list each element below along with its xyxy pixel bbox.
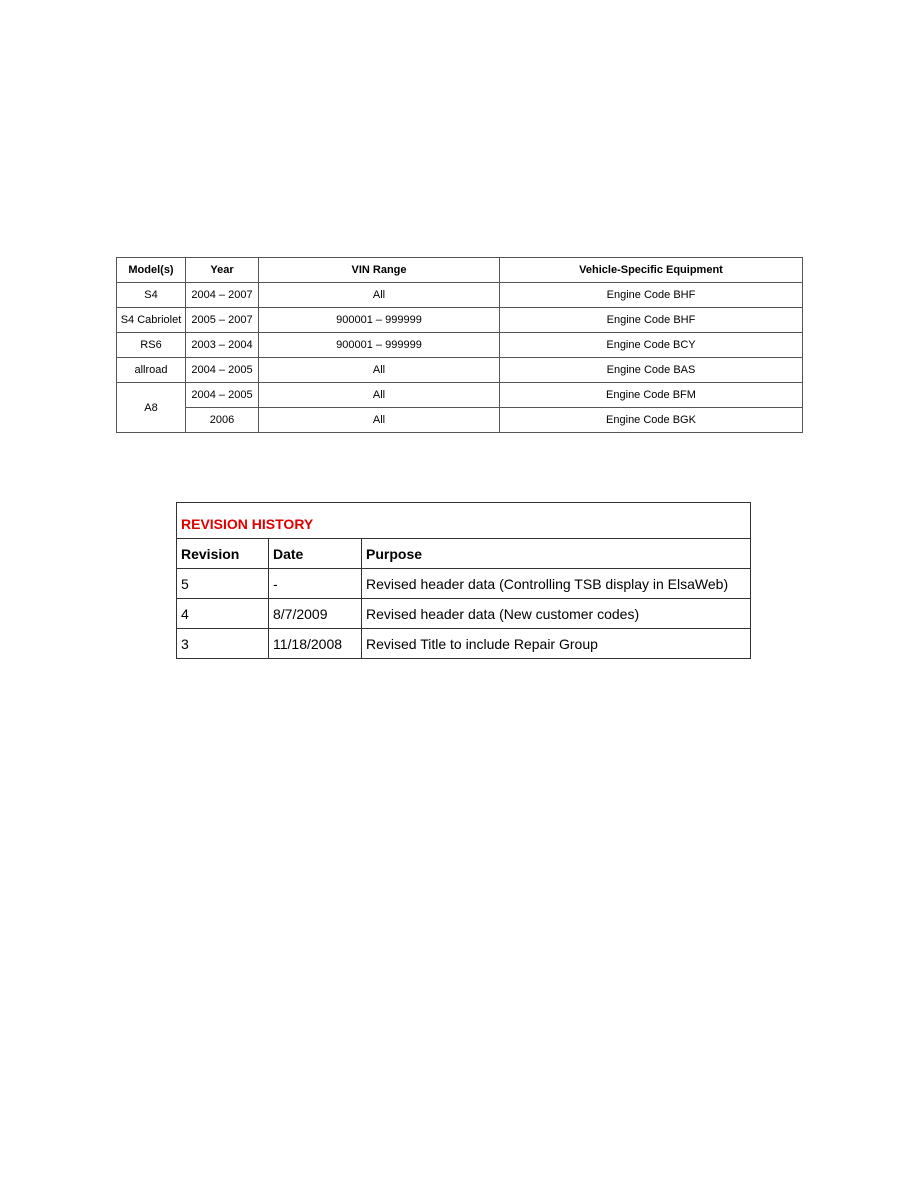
- header-revision: Revision: [177, 539, 269, 569]
- year-cell: 2005 – 2007: [186, 308, 259, 333]
- revision-history-table: [176, 502, 751, 659]
- table-row: [177, 629, 751, 659]
- table-row: [117, 333, 803, 358]
- revision-history-title: REVISION HISTORY: [177, 503, 751, 539]
- vin-cell: All: [259, 383, 500, 408]
- equipment-cell: Engine Code BFM: [500, 383, 803, 408]
- table-row: [117, 408, 803, 433]
- model-cell: S4: [117, 283, 186, 308]
- revision-cell: 5: [177, 569, 269, 599]
- purpose-cell: Revised header data (New customer codes): [362, 599, 751, 629]
- table-header-row: [117, 258, 803, 283]
- table-row: [117, 383, 803, 408]
- model-cell: A8: [117, 383, 186, 433]
- equipment-cell: Engine Code BGK: [500, 408, 803, 433]
- vehicle-applicability-table: [116, 257, 803, 433]
- revision-header-row: [177, 539, 751, 569]
- header-models: Model(s): [117, 258, 186, 283]
- date-cell: 11/18/2008: [269, 629, 362, 659]
- purpose-cell: Revised header data (Controlling TSB display in ElsaWeb): [362, 569, 751, 599]
- revision-cell: 3: [177, 629, 269, 659]
- model-cell: allroad: [117, 358, 186, 383]
- model-cell: RS6: [117, 333, 186, 358]
- table-row: [117, 358, 803, 383]
- header-vin-range: VIN Range: [259, 258, 500, 283]
- header-equipment: Vehicle-Specific Equipment: [500, 258, 803, 283]
- revision-cell: 4: [177, 599, 269, 629]
- year-cell: 2004 – 2005: [186, 358, 259, 383]
- header-date: Date: [269, 539, 362, 569]
- purpose-cell: Revised Title to include Repair Group: [362, 629, 751, 659]
- date-cell: -: [269, 569, 362, 599]
- header-purpose: Purpose: [362, 539, 751, 569]
- table-row: [177, 599, 751, 629]
- revision-title-row: [177, 503, 751, 539]
- year-cell: 2003 – 2004: [186, 333, 259, 358]
- date-cell: 8/7/2009: [269, 599, 362, 629]
- table-row: [117, 283, 803, 308]
- equipment-cell: Engine Code BCY: [500, 333, 803, 358]
- equipment-cell: Engine Code BAS: [500, 358, 803, 383]
- vin-cell: All: [259, 408, 500, 433]
- year-cell: 2006: [186, 408, 259, 433]
- vin-cell: 900001 – 999999: [259, 333, 500, 358]
- year-cell: 2004 – 2007: [186, 283, 259, 308]
- table-row: [117, 308, 803, 333]
- vin-cell: 900001 – 999999: [259, 308, 500, 333]
- equipment-cell: Engine Code BHF: [500, 308, 803, 333]
- year-cell: 2004 – 2005: [186, 383, 259, 408]
- model-cell: S4 Cabriolet: [117, 308, 186, 333]
- vin-cell: All: [259, 283, 500, 308]
- table-row: [177, 569, 751, 599]
- header-year: Year: [186, 258, 259, 283]
- vin-cell: All: [259, 358, 500, 383]
- equipment-cell: Engine Code BHF: [500, 283, 803, 308]
